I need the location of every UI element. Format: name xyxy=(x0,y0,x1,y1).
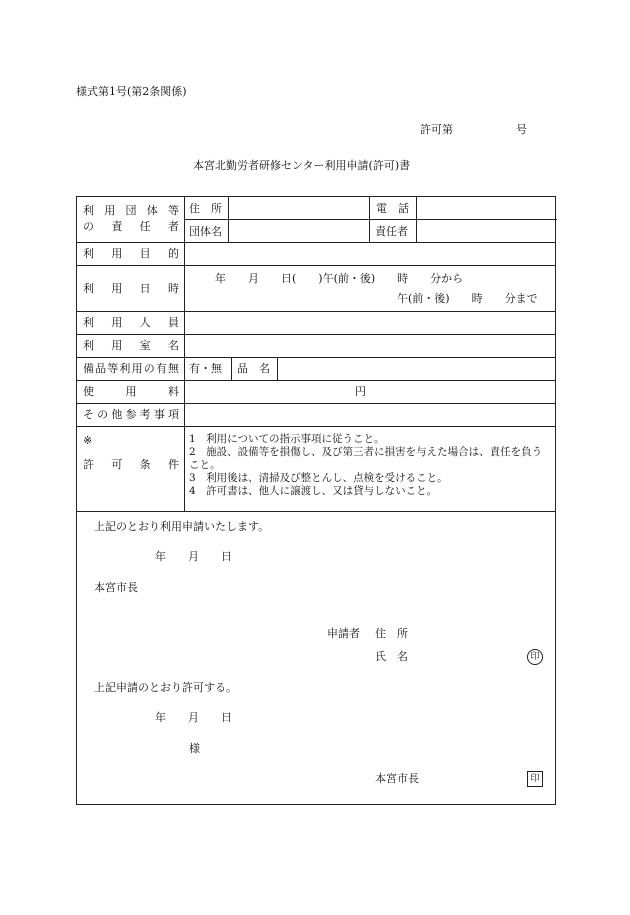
addressee: 本宮市長 xyxy=(94,581,138,594)
column-divider xyxy=(228,197,229,242)
row-divider xyxy=(77,426,555,427)
datetime-label: 利用日時 xyxy=(83,282,179,295)
applicant-label: 申請者 xyxy=(327,627,360,640)
application-date: 年 月 日 xyxy=(155,550,232,563)
org-label-line1: 利用団体等 xyxy=(83,204,179,217)
column-divider xyxy=(184,197,185,511)
issuer-seal: 印 xyxy=(527,771,543,787)
row-divider xyxy=(184,219,557,220)
room-label: 利用室名 xyxy=(83,339,179,352)
applicant-name-label: 氏 名 xyxy=(375,650,408,663)
condition-item: 4 許可書は、他人に譲渡し、又は貸与しないこと。 xyxy=(189,485,438,497)
org-label-line2: の責任者 xyxy=(83,220,179,233)
issuer: 本宮市長 xyxy=(375,772,419,785)
item-name-label: 品 名 xyxy=(237,362,270,375)
equipment-choice: 有・無 xyxy=(189,362,222,375)
row-divider xyxy=(77,265,555,266)
responsible-label: 責任者 xyxy=(375,225,408,238)
honorific: 様 xyxy=(189,742,200,755)
row-divider xyxy=(77,380,555,381)
condition-item: 1 利用についての指示事項に従うこと。 xyxy=(189,433,385,445)
datetime-line2: 午(前・後) 時 分まで xyxy=(397,292,538,305)
row-divider xyxy=(77,242,555,243)
people-label: 利用人員 xyxy=(83,316,179,329)
form-number: 様式第1号(第2条関係) xyxy=(76,85,187,98)
application-form-table xyxy=(76,196,556,805)
fee-unit: 円 xyxy=(355,385,366,398)
column-divider xyxy=(231,357,232,380)
applicant-seal: 印 xyxy=(527,649,543,665)
permit-number-prefix: 許可第 xyxy=(420,123,453,136)
document-title: 本宮北勤労者研修センター利用申請(許可)書 xyxy=(193,159,411,172)
row-divider xyxy=(77,311,555,312)
permission-date: 年 月 日 xyxy=(155,711,232,724)
conditions-list xyxy=(189,433,551,498)
permit-number-suffix: 号 xyxy=(516,123,527,136)
application-statement: 上記のとおり利用申請いたします。 xyxy=(94,520,270,533)
conditions-mark: ※ xyxy=(83,434,93,447)
purpose-label: 利用目的 xyxy=(83,247,179,260)
equipment-label: 備品等利用の有無 xyxy=(83,362,179,375)
fee-label: 使用料 xyxy=(83,385,179,398)
permission-statement: 上記申請のとおり許可する。 xyxy=(94,681,237,694)
row-divider xyxy=(77,403,555,404)
row-divider xyxy=(77,511,555,512)
column-divider xyxy=(369,197,370,242)
row-divider xyxy=(77,334,555,335)
address-label: 住 所 xyxy=(189,202,222,215)
remarks-label: その他参考事項 xyxy=(83,408,179,421)
conditions-label: 許可条件 xyxy=(83,458,179,471)
condition-item: 3 利用後は、清掃及び整とんし、点検を受けること。 xyxy=(189,472,448,484)
phone-label: 電 話 xyxy=(376,202,409,215)
column-divider xyxy=(416,197,417,242)
row-divider xyxy=(77,357,555,358)
datetime-line1: 年 月 日( )午(前・後) 時 分から xyxy=(215,272,464,285)
applicant-address-label: 住 所 xyxy=(375,627,408,640)
org-name-label: 団体名 xyxy=(189,225,222,238)
column-divider xyxy=(277,357,278,380)
condition-item: 2 施設、設備等を損傷し、及び第三者に損害を与えた場合は、責任を負うこと。 xyxy=(189,446,543,471)
